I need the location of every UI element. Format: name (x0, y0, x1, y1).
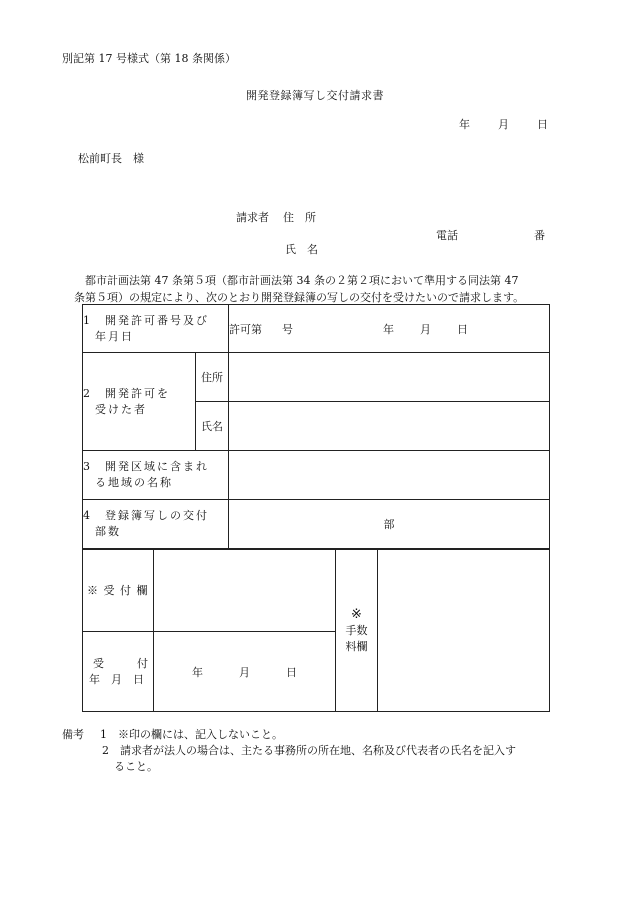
fee-label-a: 手数 (345, 623, 368, 637)
address-label: 住 所 (283, 211, 316, 224)
requester-address (236, 209, 316, 225)
phone-label: 電話 (436, 229, 458, 242)
copies-label-a: 4 登録簿写しの交付 (83, 509, 209, 522)
row-reception (83, 550, 550, 632)
form-number: 別記第 17 号様式（第 18 条関係） (62, 52, 236, 65)
received-label (83, 632, 154, 712)
date-day: 日 (537, 118, 548, 131)
permit-prefix: 許可第 (229, 322, 262, 336)
permittee-name-field[interactable] (229, 402, 550, 451)
permittee-label-b: 受けた者 (95, 402, 147, 416)
date-month: 月 (498, 118, 509, 131)
addressee: 松前町長 様 (78, 152, 144, 165)
received-date-field (154, 632, 336, 712)
permittee-name-label: 氏名 (196, 402, 229, 451)
area-label-b: る地域の名称 (95, 476, 173, 489)
statement-line-1: 都市計画法第 47 条第５項（都市計画法第 34 条の２第２項において準用する同法第 47 (85, 274, 519, 287)
received-month: 月 (239, 665, 250, 679)
copies-label (83, 500, 229, 549)
permittee-label (83, 353, 196, 451)
permit-month: 月 (420, 322, 431, 336)
permit-number-field[interactable] (229, 305, 550, 353)
requester-name (285, 241, 318, 257)
requester-phone (436, 227, 545, 243)
name-label: 氏 名 (285, 243, 318, 256)
statement-line-2: 条第５項）の規定により、次のとおり開発登録簿の写しの交付を受けたいので請求します。 (74, 291, 525, 304)
row-area-name (83, 451, 550, 500)
area-label-a: 3 開発区域に含まれ (83, 460, 209, 473)
permittee-address-field[interactable] (229, 353, 550, 402)
office-use-table (82, 549, 550, 712)
received-day: 日 (286, 665, 297, 679)
area-name-field[interactable] (229, 451, 550, 500)
request-table (82, 304, 550, 549)
fee-field (378, 550, 550, 712)
row-permittee-address (83, 353, 550, 402)
copies-field[interactable] (229, 500, 550, 549)
row-copies (83, 500, 550, 549)
reception-label: ※ 受 付 欄 (83, 550, 154, 632)
note-2: 2 請求者が法人の場合は、主たる事務所の所在地、名称及び代表者の氏名を記入す (102, 744, 516, 757)
received-label-b: 年 月 日 (89, 672, 144, 686)
copies-label-b: 部数 (95, 525, 121, 538)
date-line (431, 116, 548, 132)
permit-label-a: 1 開発許可番号及び (83, 313, 209, 327)
note-1-row (62, 727, 516, 743)
permit-day: 日 (457, 322, 468, 336)
permit-label-b: 年月日 (95, 329, 134, 343)
permittee-address-label: 住所 (196, 353, 229, 402)
requester-label: 請求者 (236, 211, 269, 224)
date-year: 年 (459, 118, 470, 131)
permit-year: 年 (383, 322, 394, 336)
phone-number-label: 番 (534, 229, 545, 242)
notes-heading: 備考 (62, 728, 84, 741)
copies-unit: 部 (383, 518, 395, 531)
document-title: 開発登録簿写し交付請求書 (246, 89, 384, 102)
received-label-a: 受 付 (93, 656, 148, 670)
permittee-label-a: 2 開発許可を (83, 386, 170, 400)
fee-label-b: 料欄 (345, 639, 368, 653)
fee-mark: ※ (351, 606, 362, 622)
request-statement (74, 272, 564, 306)
fee-label (336, 550, 378, 712)
received-year: 年 (192, 665, 203, 679)
area-name-label (83, 451, 229, 500)
note-1: 1 ※印の欄には、記入しないこと。 (100, 728, 283, 741)
row-permit (83, 305, 550, 353)
reception-field (154, 550, 336, 632)
permit-label (83, 305, 229, 353)
notes (62, 727, 516, 775)
permit-number-suffix: 号 (282, 322, 293, 336)
note-2-continued: ること。 (114, 760, 158, 773)
